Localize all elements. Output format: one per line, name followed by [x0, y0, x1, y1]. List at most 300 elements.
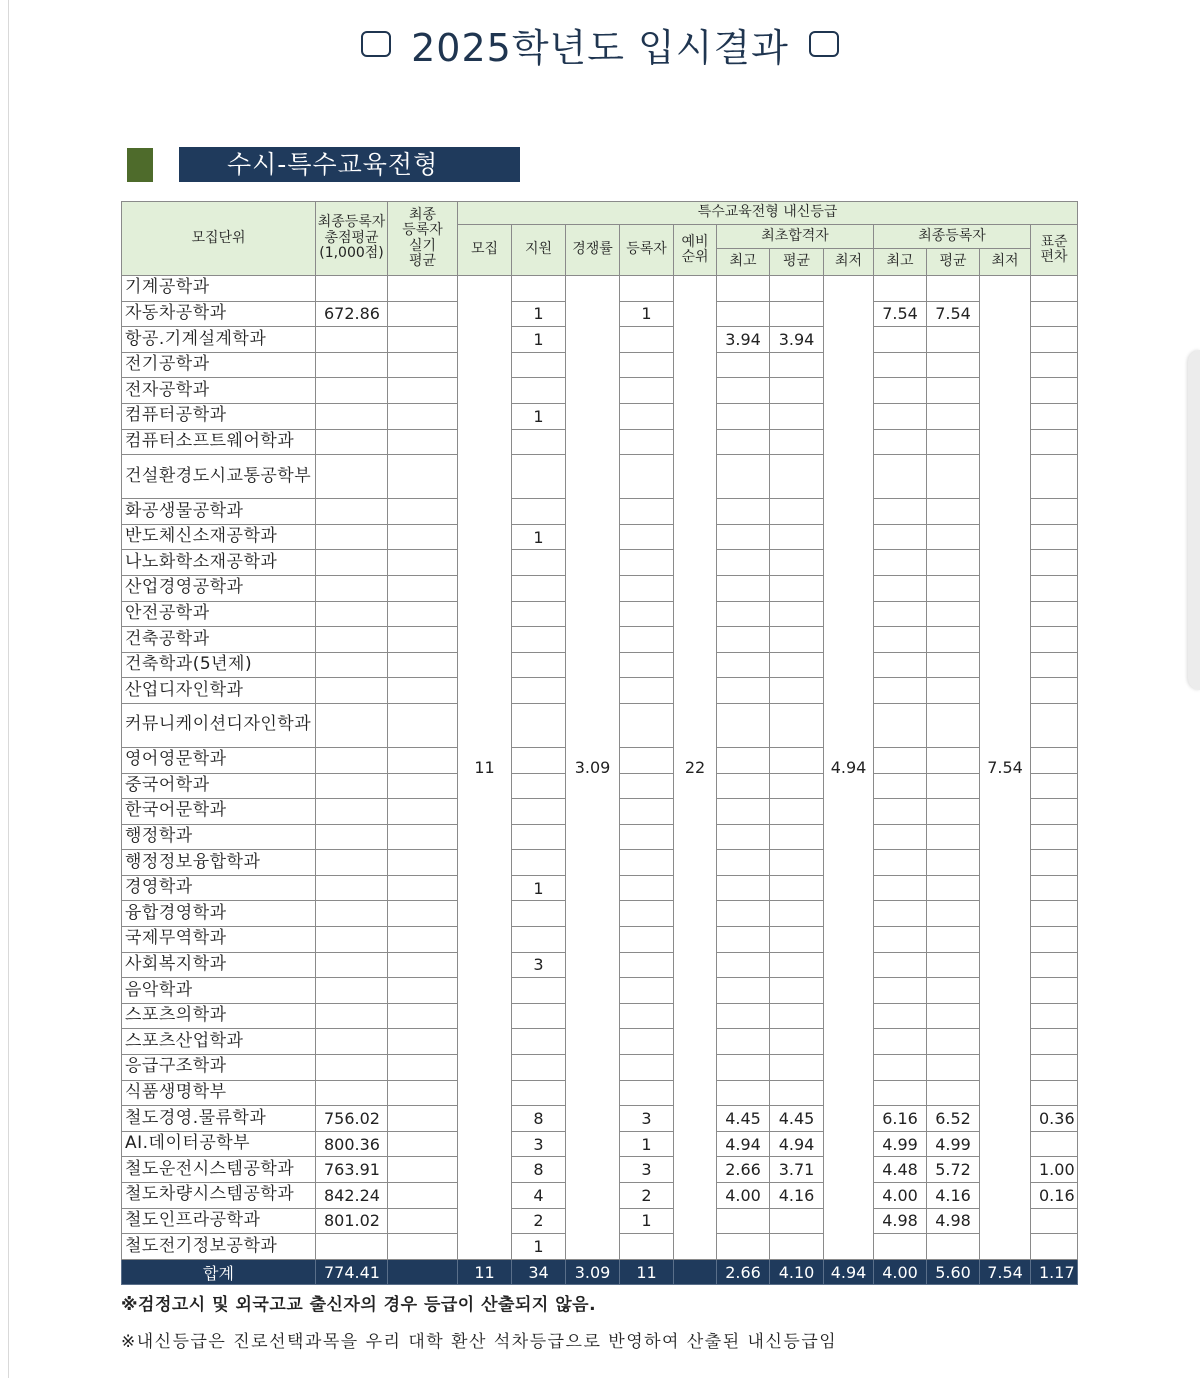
unit-name: 화공생물공학과 — [122, 499, 316, 525]
total-apply: 34 — [512, 1259, 566, 1285]
stddev-cell — [1031, 927, 1078, 953]
practical-avg-cell — [388, 1003, 458, 1029]
registered-cell: 1 — [620, 301, 674, 327]
practical-avg-cell — [388, 875, 458, 901]
score-avg-cell — [316, 550, 388, 576]
registered-cell — [620, 575, 674, 601]
first-max-cell — [717, 773, 770, 799]
registered-cell — [620, 824, 674, 850]
score-avg-cell — [316, 1055, 388, 1081]
first-max-cell — [717, 747, 770, 773]
score-avg-cell — [316, 327, 388, 353]
practical-avg-cell — [388, 1029, 458, 1055]
section-marker — [127, 148, 153, 182]
practical-avg-cell — [388, 1106, 458, 1132]
score-avg-cell — [316, 429, 388, 455]
final-max-cell — [874, 824, 927, 850]
apply-cell — [512, 601, 566, 627]
registered-cell — [620, 703, 674, 747]
score-avg-cell — [316, 703, 388, 747]
first-max-cell — [717, 1234, 770, 1260]
header-stddev — [1031, 225, 1078, 276]
first-avg-cell — [770, 575, 824, 601]
practical-avg-cell — [388, 1080, 458, 1106]
apply-cell — [512, 824, 566, 850]
apply-cell — [512, 652, 566, 678]
stddev-cell — [1031, 1029, 1078, 1055]
header-score-avg-line1: 최종등록자 — [317, 214, 386, 231]
registered-cell — [620, 901, 674, 927]
apply-cell — [512, 927, 566, 953]
note-2: ※내신등급은 진로선택과목을 우리 대학 환산 석차등급으로 반영하여 산출된 내신등급임 — [121, 1332, 838, 1352]
unit-name: 철도차량시스템공학과 — [122, 1183, 316, 1209]
final-max-cell — [874, 499, 927, 525]
total-label: 합계 — [122, 1259, 316, 1285]
practical-avg-cell — [388, 952, 458, 978]
registered-cell — [620, 455, 674, 499]
unit-name: AI.데이터공학부 — [122, 1131, 316, 1157]
table-row — [122, 276, 1078, 302]
final-max-cell — [874, 327, 927, 353]
first-max-cell — [717, 352, 770, 378]
header-first-avg: 평균 — [770, 249, 824, 276]
final-avg-cell — [927, 824, 980, 850]
unit-name: 음악학과 — [122, 978, 316, 1004]
stddev-cell — [1031, 799, 1078, 825]
header-reserve — [674, 225, 717, 276]
header-practical-avg — [388, 202, 458, 276]
first-avg-cell — [770, 301, 824, 327]
practical-avg-cell — [388, 1055, 458, 1081]
first-avg-cell — [770, 927, 824, 953]
stddev-cell — [1031, 601, 1078, 627]
unit-name: 철도경영.물류학과 — [122, 1106, 316, 1132]
ratio-merged-cell: 3.09 — [566, 276, 620, 1260]
header-final-max: 최고 — [874, 249, 927, 276]
stddev-cell — [1031, 703, 1078, 747]
stddev-cell — [1031, 1080, 1078, 1106]
registered-cell — [620, 1055, 674, 1081]
unit-name: 안전공학과 — [122, 601, 316, 627]
final-avg-cell — [927, 1003, 980, 1029]
apply-cell: 1 — [512, 524, 566, 550]
first-max-cell — [717, 652, 770, 678]
total-reserve — [674, 1259, 717, 1285]
unit-name: 전자공학과 — [122, 378, 316, 404]
apply-cell — [512, 703, 566, 747]
apply-cell — [512, 575, 566, 601]
registered-cell — [620, 799, 674, 825]
first-max-cell — [717, 1080, 770, 1106]
total-row — [122, 1259, 1078, 1285]
practical-avg-cell — [388, 850, 458, 876]
header-stddev-line1: 표준 — [1040, 233, 1068, 250]
unit-name: 커뮤니케이션디자인학과 — [122, 703, 316, 747]
first-max-cell — [717, 1208, 770, 1234]
practical-avg-cell — [388, 978, 458, 1004]
final-max-cell — [874, 799, 927, 825]
registered-cell — [620, 499, 674, 525]
final-max-cell — [874, 927, 927, 953]
apply-cell — [512, 1055, 566, 1081]
score-avg-cell — [316, 455, 388, 499]
first-max-cell — [717, 703, 770, 747]
final-max-cell — [874, 575, 927, 601]
final-max-cell — [874, 601, 927, 627]
practical-avg-cell — [388, 352, 458, 378]
stddev-cell — [1031, 455, 1078, 499]
title-right-box — [809, 31, 839, 57]
first-avg-cell — [770, 747, 824, 773]
final-avg-cell: 7.54 — [927, 301, 980, 327]
first-avg-cell — [770, 455, 824, 499]
total-first-avg: 4.10 — [770, 1259, 824, 1285]
apply-cell — [512, 276, 566, 302]
practical-avg-cell — [388, 575, 458, 601]
final-avg-cell — [927, 678, 980, 704]
header-first-min: 최저 — [824, 249, 874, 276]
first-max-cell — [717, 927, 770, 953]
first-avg-cell: 3.71 — [770, 1157, 824, 1183]
practical-avg-cell — [388, 747, 458, 773]
apply-cell: 1 — [512, 1234, 566, 1260]
stddev-cell — [1031, 499, 1078, 525]
stddev-cell — [1031, 403, 1078, 429]
first-min-merged-cell: 4.94 — [824, 276, 874, 1260]
first-avg-cell — [770, 1003, 824, 1029]
registered-cell: 3 — [620, 1106, 674, 1132]
apply-cell — [512, 747, 566, 773]
final-avg-cell — [927, 575, 980, 601]
registered-cell: 2 — [620, 1183, 674, 1209]
first-avg-cell — [770, 678, 824, 704]
unit-name: 식품생명학부 — [122, 1080, 316, 1106]
apply-cell: 1 — [512, 875, 566, 901]
stddev-cell: 0.16 — [1031, 1183, 1078, 1209]
score-avg-cell — [316, 378, 388, 404]
registered-cell: 1 — [620, 1208, 674, 1234]
final-avg-cell: 4.98 — [927, 1208, 980, 1234]
scroll-handle[interactable] — [1188, 350, 1200, 690]
first-avg-cell — [770, 601, 824, 627]
first-max-cell — [717, 301, 770, 327]
apply-cell — [512, 627, 566, 653]
final-max-cell — [874, 455, 927, 499]
final-avg-cell: 5.72 — [927, 1157, 980, 1183]
score-avg-cell — [316, 575, 388, 601]
stddev-cell: 0.36 — [1031, 1106, 1078, 1132]
score-avg-cell — [316, 627, 388, 653]
apply-cell — [512, 678, 566, 704]
unit-name: 융합경영학과 — [122, 901, 316, 927]
apply-cell: 3 — [512, 952, 566, 978]
first-avg-cell — [770, 429, 824, 455]
first-avg-cell — [770, 403, 824, 429]
stddev-cell — [1031, 327, 1078, 353]
first-avg-cell: 4.94 — [770, 1131, 824, 1157]
final-avg-cell — [927, 499, 980, 525]
registered-cell — [620, 403, 674, 429]
final-max-cell — [874, 1080, 927, 1106]
unit-name: 철도전기정보공학과 — [122, 1234, 316, 1260]
final-max-cell — [874, 276, 927, 302]
score-avg-cell — [316, 952, 388, 978]
first-avg-cell — [770, 824, 824, 850]
stddev-cell — [1031, 627, 1078, 653]
first-max-cell — [717, 952, 770, 978]
score-avg-cell: 672.86 — [316, 301, 388, 327]
header-score-avg — [316, 202, 388, 276]
final-max-cell — [874, 403, 927, 429]
practical-avg-cell — [388, 1208, 458, 1234]
final-avg-cell: 4.16 — [927, 1183, 980, 1209]
final-avg-cell — [927, 627, 980, 653]
final-avg-cell — [927, 1080, 980, 1106]
apply-cell: 1 — [512, 403, 566, 429]
unit-name: 자동차공학과 — [122, 301, 316, 327]
final-avg-cell — [927, 352, 980, 378]
unit-name: 사회복지학과 — [122, 952, 316, 978]
unit-name: 경영학과 — [122, 875, 316, 901]
final-avg-cell: 4.99 — [927, 1131, 980, 1157]
final-max-cell — [874, 747, 927, 773]
practical-avg-cell — [388, 773, 458, 799]
total-first-min: 4.94 — [824, 1259, 874, 1285]
final-avg-cell — [927, 773, 980, 799]
registered-cell — [620, 550, 674, 576]
registered-cell — [620, 378, 674, 404]
final-max-cell — [874, 952, 927, 978]
practical-avg-cell — [388, 678, 458, 704]
registered-cell — [620, 978, 674, 1004]
score-avg-cell — [316, 499, 388, 525]
registered-cell — [620, 927, 674, 953]
header-ratio: 경쟁률 — [566, 225, 620, 276]
stddev-cell — [1031, 429, 1078, 455]
final-avg-cell — [927, 1055, 980, 1081]
final-max-cell — [874, 850, 927, 876]
unit-name: 산업경영공학과 — [122, 575, 316, 601]
stddev-cell — [1031, 952, 1078, 978]
registered-cell — [620, 773, 674, 799]
apply-cell: 2 — [512, 1208, 566, 1234]
score-avg-cell — [316, 799, 388, 825]
unit-name: 항공.기계설계학과 — [122, 327, 316, 353]
first-avg-cell — [770, 952, 824, 978]
score-avg-cell — [316, 1080, 388, 1106]
practical-avg-cell — [388, 652, 458, 678]
final-max-cell — [874, 524, 927, 550]
total-final-max: 4.00 — [874, 1259, 927, 1285]
score-avg-cell: 842.24 — [316, 1183, 388, 1209]
final-max-cell — [874, 378, 927, 404]
first-avg-cell — [770, 499, 824, 525]
header-practical-line1: 최종 — [408, 206, 437, 223]
unit-name: 철도인프라공학과 — [122, 1208, 316, 1234]
first-max-cell — [717, 499, 770, 525]
unit-name: 행정학과 — [122, 824, 316, 850]
practical-avg-cell — [388, 550, 458, 576]
final-max-cell — [874, 1234, 927, 1260]
results-body — [122, 276, 1078, 1285]
score-avg-cell: 763.91 — [316, 1157, 388, 1183]
final-max-cell — [874, 978, 927, 1004]
apply-cell — [512, 1029, 566, 1055]
apply-cell: 1 — [512, 327, 566, 353]
first-avg-cell — [770, 1080, 824, 1106]
final-avg-cell — [927, 550, 980, 576]
final-avg-cell: 6.52 — [927, 1106, 980, 1132]
notes — [121, 1290, 837, 1352]
registered-cell: 1 — [620, 1131, 674, 1157]
unit-name: 컴퓨터공학과 — [122, 403, 316, 429]
first-max-cell — [717, 378, 770, 404]
header-final-reg: 최종등록자 — [874, 225, 1031, 249]
apply-cell: 8 — [512, 1157, 566, 1183]
final-avg-cell — [927, 952, 980, 978]
first-avg-cell: 4.16 — [770, 1183, 824, 1209]
final-avg-cell — [927, 850, 980, 876]
stddev-cell — [1031, 978, 1078, 1004]
final-avg-cell — [927, 652, 980, 678]
practical-avg-cell — [388, 276, 458, 302]
final-avg-cell — [927, 601, 980, 627]
stddev-cell — [1031, 875, 1078, 901]
final-max-cell — [874, 429, 927, 455]
total-recruit: 11 — [458, 1259, 512, 1285]
practical-avg-cell — [388, 403, 458, 429]
apply-cell — [512, 352, 566, 378]
header-registered: 등록자 — [620, 225, 674, 276]
first-max-cell — [717, 1029, 770, 1055]
practical-avg-cell — [388, 901, 458, 927]
unit-name: 행정정보융합학과 — [122, 850, 316, 876]
stddev-cell — [1031, 550, 1078, 576]
first-max-cell — [717, 799, 770, 825]
apply-cell — [512, 901, 566, 927]
final-max-cell: 4.48 — [874, 1157, 927, 1183]
first-avg-cell — [770, 652, 824, 678]
header-score-avg-line2: 총점평균 — [324, 229, 379, 246]
header-final-min: 최저 — [980, 249, 1031, 276]
registered-cell — [620, 952, 674, 978]
practical-avg-cell — [388, 703, 458, 747]
first-max-cell — [717, 575, 770, 601]
final-avg-cell — [927, 901, 980, 927]
stddev-cell — [1031, 1055, 1078, 1081]
reserve-merged-cell: 22 — [674, 276, 717, 1260]
header-reserve-line1: 예비 — [681, 233, 709, 250]
first-avg-cell — [770, 524, 824, 550]
header-final-avg: 평균 — [927, 249, 980, 276]
first-avg-cell — [770, 978, 824, 1004]
final-avg-cell — [927, 455, 980, 499]
registered-cell — [620, 352, 674, 378]
apply-cell — [512, 1003, 566, 1029]
practical-avg-cell — [388, 524, 458, 550]
practical-avg-cell — [388, 301, 458, 327]
note-1: ※검정고시 및 외국고교 출신자의 경우 등급이 산출되지 않음. — [121, 1295, 597, 1315]
apply-cell — [512, 799, 566, 825]
stddev-cell — [1031, 1131, 1078, 1157]
first-max-cell — [717, 901, 770, 927]
first-avg-cell — [770, 550, 824, 576]
score-avg-cell — [316, 1003, 388, 1029]
results-table — [121, 201, 1078, 1285]
first-max-cell — [717, 601, 770, 627]
practical-avg-cell — [388, 601, 458, 627]
registered-cell — [620, 1234, 674, 1260]
unit-name: 스포츠의학과 — [122, 1003, 316, 1029]
practical-avg-cell — [388, 378, 458, 404]
score-avg-cell — [316, 901, 388, 927]
apply-cell — [512, 455, 566, 499]
stddev-cell — [1031, 850, 1078, 876]
score-avg-cell — [316, 601, 388, 627]
first-avg-cell — [770, 1055, 824, 1081]
score-avg-cell — [316, 773, 388, 799]
first-max-cell — [717, 429, 770, 455]
practical-avg-cell — [388, 1157, 458, 1183]
first-avg-cell — [770, 276, 824, 302]
final-max-cell — [874, 1029, 927, 1055]
practical-avg-cell — [388, 1234, 458, 1260]
header-stddev-line2: 편차 — [1040, 249, 1068, 265]
header-unit: 모집단위 — [122, 202, 316, 276]
final-max-cell — [874, 627, 927, 653]
apply-cell — [512, 499, 566, 525]
first-max-cell — [717, 524, 770, 550]
first-avg-cell: 3.94 — [770, 327, 824, 353]
apply-cell — [512, 378, 566, 404]
total-stddev: 1.17 — [1031, 1259, 1078, 1285]
final-avg-cell — [927, 524, 980, 550]
stddev-cell — [1031, 575, 1078, 601]
first-max-cell — [717, 1055, 770, 1081]
unit-name: 응급구조학과 — [122, 1055, 316, 1081]
page-title-text: 2025학년도 입시결과 — [411, 25, 789, 70]
first-max-cell — [717, 1003, 770, 1029]
score-avg-cell — [316, 652, 388, 678]
page-edge — [8, 0, 9, 1378]
header-practical-line2: 등록자 — [402, 222, 443, 239]
first-avg-cell — [770, 875, 824, 901]
practical-avg-cell — [388, 627, 458, 653]
first-avg-cell — [770, 901, 824, 927]
score-avg-cell — [316, 352, 388, 378]
total-final-min: 7.54 — [980, 1259, 1031, 1285]
unit-name: 나노화학소재공학과 — [122, 550, 316, 576]
first-max-cell — [717, 627, 770, 653]
stddev-cell — [1031, 524, 1078, 550]
first-max-cell — [717, 678, 770, 704]
score-avg-cell — [316, 850, 388, 876]
first-avg-cell — [770, 799, 824, 825]
score-avg-cell — [316, 403, 388, 429]
unit-name: 중국어학과 — [122, 773, 316, 799]
first-avg-cell — [770, 378, 824, 404]
final-avg-cell — [927, 429, 980, 455]
registered-cell — [620, 276, 674, 302]
header-apply: 지원 — [512, 225, 566, 276]
score-avg-cell — [316, 1234, 388, 1260]
total-final-avg: 5.60 — [927, 1259, 980, 1285]
first-avg-cell — [770, 773, 824, 799]
stddev-cell — [1031, 747, 1078, 773]
first-max-cell — [717, 455, 770, 499]
score-avg-cell — [316, 524, 388, 550]
score-avg-cell: 756.02 — [316, 1106, 388, 1132]
